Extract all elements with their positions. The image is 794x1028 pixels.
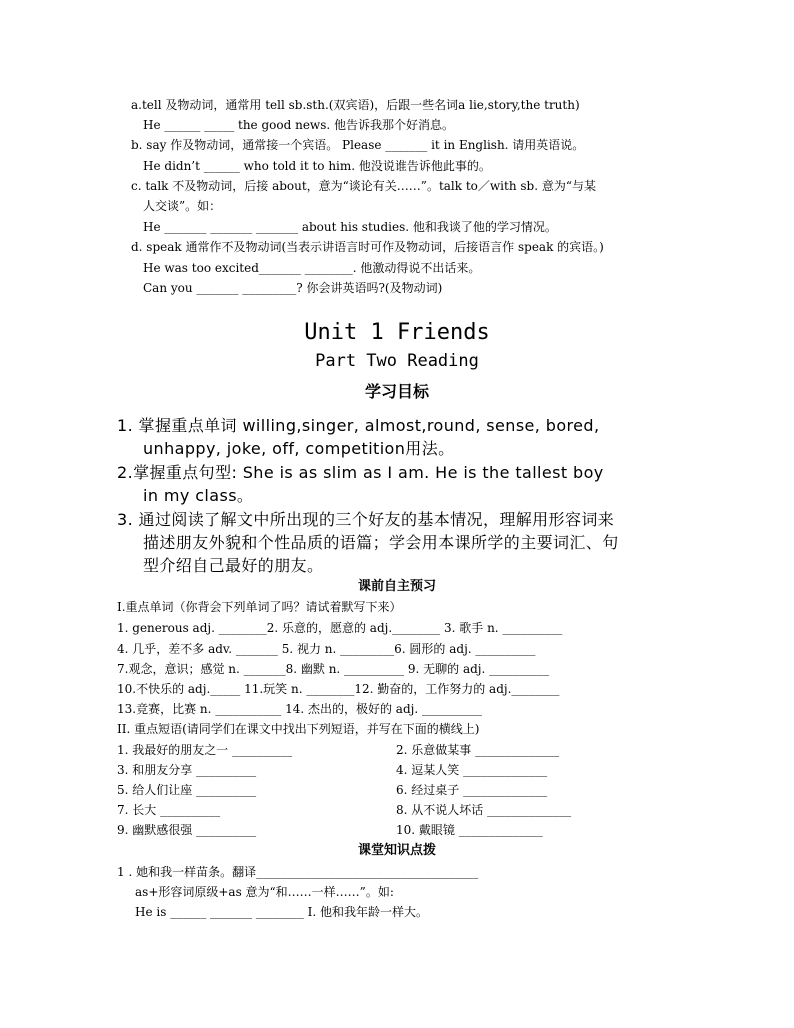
grammar-a-rule: a.tell 及物动词，通常用 tell sb.sth.(双宾语)，后跟一些名词a lie,story,the truth) [131, 98, 580, 112]
objective-1-line1: 1. 掌握重点单词 willing,singer, almost,round, sense, bored, [117, 416, 600, 435]
point-1-rule: as+形容词原级+as 意为“和……一样……”。如: [135, 885, 394, 899]
unit-title: Unit 1 Friends [304, 320, 490, 345]
classroom-title: 课堂知识点拨 [357, 843, 436, 858]
point-1-example: He is ______ _______ ________ I. 他和我年龄一样大。 [135, 905, 429, 919]
grammar-b-example: He didn’t ______ who told it to him. 他没说谁告诉他此事的。 [143, 159, 491, 173]
grammar-c-rule-line1: c. talk 不及物动词，后接 about，意为“谈论有关……”。talk to／with sb. 意为“与某 [131, 179, 596, 193]
vocab-row-3: 7.观念，意识；感觉 n. _______8. 幽默 n. __________ 9. 无聊的 adj. __________ [117, 662, 550, 676]
phrase-item: 7. 长大 __________ [117, 803, 221, 817]
preview-title: 课前自主预习 [357, 579, 436, 594]
objective-3-line3: 型介绍自己最好的朋友。 [143, 556, 324, 575]
vocab-row-2: 4. 几乎，差不多 adv. _______ 5. 视力 n. _________6. 圆形的 adj. __________ [117, 642, 536, 656]
vocab-row-5: 13.竞赛，比赛 n. ___________ 14. 杰出的，极好的 adj. __________ [117, 702, 482, 716]
vocab-section-heading: I.重点单词（你背会下列单词了吗？请试着默写下来） [117, 600, 402, 614]
phrase-item: 2. 乐意做某事 ______________ [396, 743, 560, 757]
objective-3-line1: 3. 通过阅读了解文中所出现的三个好友的基本情况，理解用形容词来 [117, 510, 615, 529]
phrase-item: 9. 幽默感很强 __________ [117, 823, 257, 837]
phrases-section-heading: II. 重点短语(请同学们在课文中找出下列短语，并写在下面的横线上) [117, 722, 480, 736]
vocab-row-1: 1. generous adj. ________2. 乐意的，愿意的 adj.________ 3. 歌手 n. __________ [117, 621, 563, 635]
vocab-row-4: 10.不快乐的 adj._____ 11.玩笑 n. ________12. 勤奋的，工作努力的 adj.________ [117, 682, 560, 696]
phrase-item: 8. 从不说人坏话 ______________ [396, 803, 572, 817]
objectives-title: 学习目标 [364, 382, 429, 401]
objective-2-line2: in my class。 [143, 486, 254, 505]
phrase-item: 10. 戴眼镜 ______________ [396, 823, 543, 837]
grammar-d-example2: Can you _______ _________? 你会讲英语吗?(及物动词) [143, 281, 443, 295]
point-1-translate: 1 . 她和我一样苗条。翻译_____________________________________ [117, 865, 479, 879]
objective-3-line2: 描述朋友外貌和个性品质的语篇；学会用本课所学的主要词汇、句 [143, 533, 619, 552]
phrase-item: 3. 和朋友分享 __________ [117, 763, 257, 777]
phrase-item: 4. 逗某人笑 ______________ [396, 763, 548, 777]
grammar-b-rule: b. say 作及物动词，通常接一个宾语。 Please _______ it in English. 请用英语说。 [131, 138, 585, 152]
objective-1-line2: unhappy, joke, off, competition用法。 [143, 439, 455, 458]
phrase-item: 5. 给人们让座 __________ [117, 783, 257, 797]
phrase-item: 1. 我最好的朋友之一 __________ [117, 743, 293, 757]
objective-2-line1: 2.掌握重点句型: She is as slim as I am. He is the tallest boy [117, 463, 604, 482]
grammar-c-rule-line2: 人交谈”。如： [143, 199, 222, 213]
grammar-a-example: He ______ _____ the good news. 他告诉我那个好消息。 [143, 118, 454, 132]
grammar-c-example: He _______ _______ _______ about his studies. 他和我谈了他的学习情况。 [143, 220, 557, 234]
grammar-d-example1: He was too excited_______ ________. 他激动得说不出话来。 [143, 261, 481, 275]
phrase-item: 6. 经过桌子 ______________ [396, 783, 548, 797]
grammar-d-rule: d. speak 通常作不及物动词(当表示讲语言时可作及物动词，后接语言作 speak 的宾语。) [131, 240, 604, 254]
part-title: Part Two Reading [315, 351, 479, 371]
